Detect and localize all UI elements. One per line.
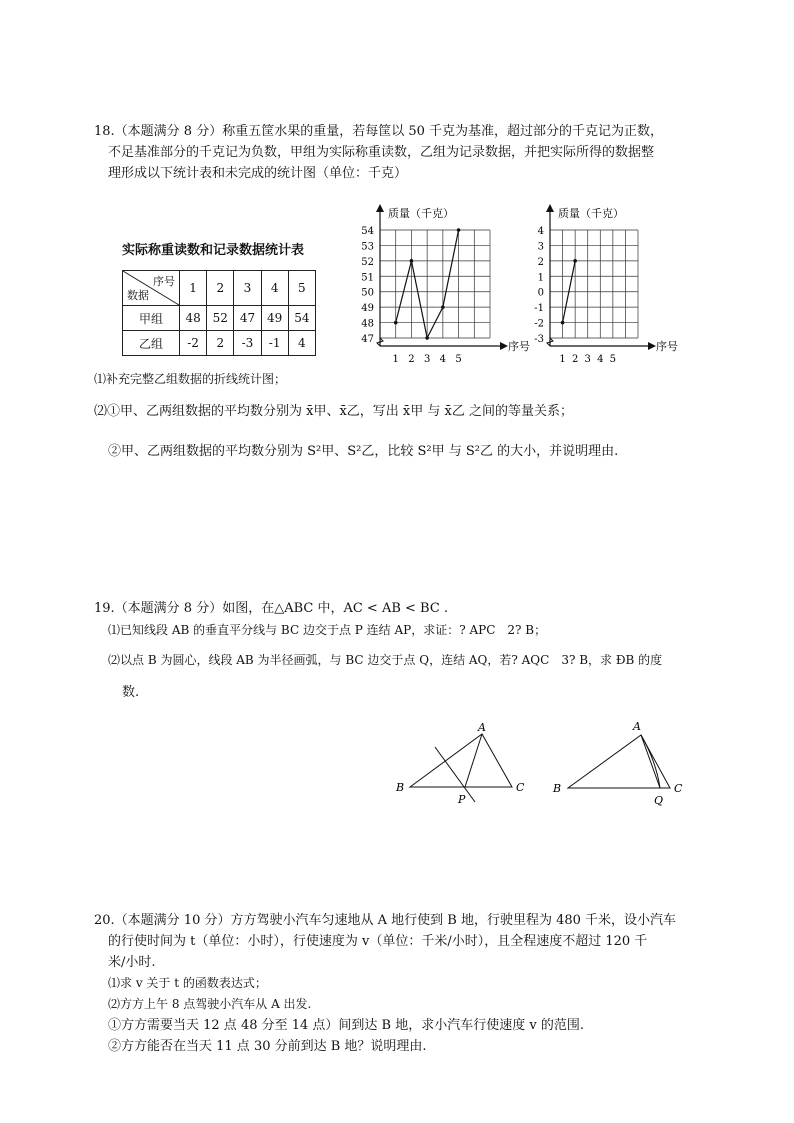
x-tick-label: 1 — [392, 354, 399, 365]
table-row — [123, 331, 316, 356]
data-point — [425, 336, 429, 340]
q20-sub2: ⑵方方上午 8 点驾驶小汽车从 A 出发. — [108, 997, 312, 1011]
q18-sub2b: ②甲、乙两组数据的平均数分别为 S²甲、S²乙，比较 S²甲 与 S²乙 的大小，并说明理由. — [108, 444, 619, 459]
y-tick-label: 51 — [361, 272, 374, 284]
y-tick-label: 2 — [537, 256, 544, 268]
table-row — [123, 306, 316, 331]
triangle-figure-2 — [548, 716, 698, 816]
q19-sub2b: 数. — [122, 685, 140, 700]
triangle-abc — [568, 735, 670, 788]
cell: 2 — [207, 331, 234, 356]
col-header: 1 — [180, 271, 207, 306]
y-axis-label: 质量（千克） — [388, 207, 454, 220]
y-tick-label: 47 — [361, 334, 374, 345]
q20-sub2a: ①方方需要当天 12 点 48 分至 14 点）间到达 B 地，求小汽车行使速度 v 的范围. — [108, 1018, 584, 1033]
x-tick-label: 2 — [571, 354, 579, 365]
q20-line1: 20.（本题满分 10 分）方方驾驶小汽车匀速地从 A 地行使到 B 地，行驶里程为 480 千米，设小汽车 — [94, 913, 677, 928]
cell: -2 — [180, 331, 207, 356]
y-tick-label: 48 — [361, 318, 374, 330]
x-axis-arrow — [648, 342, 656, 350]
segment-ap — [465, 734, 482, 787]
y-tick-label: 54 — [361, 226, 374, 237]
y-axis-arrow — [546, 204, 554, 212]
y-tick-label: 50 — [361, 287, 374, 299]
x-tick-label: 5 — [455, 354, 462, 365]
y-tick-label: 3 — [537, 241, 544, 253]
cell: 4 — [288, 331, 315, 356]
header-bottom-label: 数据 — [127, 289, 149, 302]
q20-line2: 的行使时间为 t（单位：小时），行使速度为 v（单位：千米/小时），且全程速度不超过 120 千 — [108, 934, 648, 949]
x-tick-label: 5 — [609, 354, 617, 365]
x-axis-label: 序号 — [656, 340, 678, 353]
x-tick-label: 3 — [423, 354, 431, 365]
x-tick-label: 4 — [597, 354, 604, 365]
q18-sub2a: ⑵①甲、乙两组数据的平均数分别为 x̄甲、x̄乙，写出 x̄甲 与 x̄乙 之间的等量关系； — [94, 404, 573, 419]
x-tick-label: 4 — [439, 354, 447, 365]
segment-aq — [641, 735, 660, 788]
chart-weight-b — [505, 200, 678, 365]
y-tick-label: 49 — [361, 303, 374, 315]
data-point — [394, 321, 398, 325]
col-header: 4 — [261, 271, 288, 306]
header-top-label: 序号 — [153, 275, 175, 288]
label-c: C — [516, 781, 525, 794]
y-tick-label: 4 — [537, 226, 544, 237]
y-tick-label: 52 — [361, 256, 374, 268]
q18-line1: 18.（本题满分 8 分）称重五筐水果的重量，若每筐以 50 千克为基准，超过部分的千克记为正数， — [94, 124, 664, 139]
col-header: 3 — [234, 271, 261, 306]
label-b: B — [396, 781, 405, 794]
y-tick-label: 0 — [537, 287, 544, 299]
row-label: 甲组 — [123, 306, 180, 331]
y-axis-arrow — [376, 204, 384, 212]
stats-table — [122, 270, 316, 356]
x-tick-label: 3 — [584, 354, 591, 365]
chart-weight-a — [335, 200, 530, 365]
cell: 48 — [180, 306, 207, 331]
data-point — [573, 259, 577, 263]
label-c: C — [674, 782, 683, 795]
q18-line3: 理形成以下统计表和未完成的统计图（单位：千克） — [108, 166, 408, 181]
y-tick-label: -2 — [534, 318, 544, 330]
cell: -1 — [261, 331, 288, 356]
header-diagonal-cell — [123, 271, 180, 306]
q19-line1: 19.（本题满分 8 分）如图，在△ABC 中，AC < AB < BC . — [94, 601, 449, 616]
label-q: Q — [654, 794, 664, 807]
label-a: A — [633, 720, 641, 733]
data-point — [457, 228, 461, 232]
triangle-figure-1 — [390, 718, 540, 818]
y-axis-label: 质量（千克） — [558, 207, 624, 220]
cell: 47 — [234, 306, 261, 331]
label-a: A — [478, 721, 486, 734]
q20-sub2b: ②方方能否在当天 11 点 30 分前到达 B 地？说明理由. — [108, 1039, 427, 1054]
data-point — [441, 305, 445, 309]
q20-sub1: ⑴求 v 关于 t 的函数表达式； — [108, 976, 267, 990]
cell: 52 — [207, 306, 234, 331]
x-tick-label: 1 — [559, 354, 566, 365]
y-tick-label: -3 — [534, 334, 544, 345]
q18-line2: 不足基准部分的千克记为负数，甲组为实际称重读数，乙组为记录数据，并把实际所得的数据整 — [108, 145, 655, 160]
col-header: 2 — [207, 271, 234, 306]
q20-line3: 米/小时. — [108, 955, 156, 970]
label-p: P — [458, 793, 466, 806]
q18-sub1: ⑴补充完整乙组数据的折线统计图； — [94, 372, 287, 386]
y-tick-label: 1 — [537, 272, 544, 284]
cell: -3 — [234, 331, 261, 356]
label-b: B — [553, 782, 562, 795]
row-label: 乙组 — [123, 331, 180, 356]
y-tick-label: 53 — [361, 241, 374, 253]
q19-sub2a: ⑵以点 B 为圆心，线段 AB 为半径画弧，与 BC 边交于点 Q，连结 AQ，若? AQC 3? B，求 ÐB 的度 — [108, 653, 663, 667]
table-title: 实际称重读数和记录数据统计表 — [122, 243, 305, 258]
x-axis-label: 序号 — [508, 340, 530, 353]
col-header: 5 — [288, 271, 315, 306]
data-point — [410, 259, 414, 263]
q19-sub1: ⑴已知线段 AB 的垂直平分线与 BC 边交于点 P 连结 AP，求证：? APC 2? B； — [108, 623, 547, 637]
triangle-abc — [410, 734, 512, 787]
y-tick-label: -1 — [534, 303, 544, 315]
cell: 49 — [261, 306, 288, 331]
x-tick-label: 2 — [408, 354, 415, 365]
cell: 54 — [288, 306, 315, 331]
data-point — [561, 321, 565, 325]
